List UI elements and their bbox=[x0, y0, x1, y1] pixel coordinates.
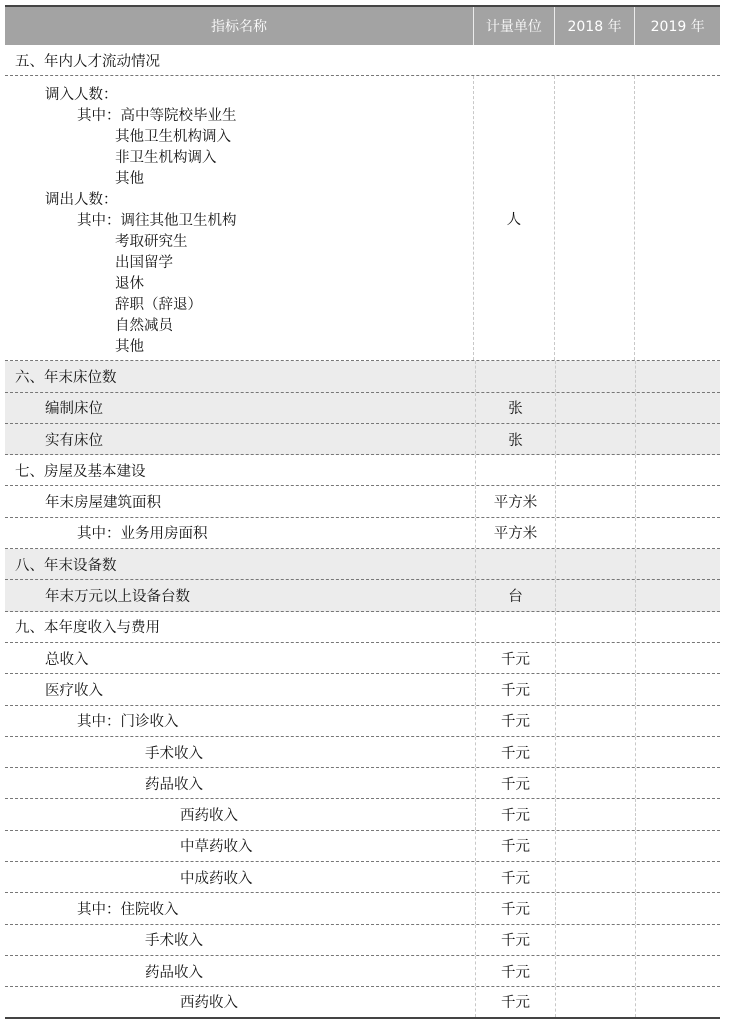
row-indicator-name: 其中：门诊收入 bbox=[77, 714, 179, 731]
row-2019-cell bbox=[635, 643, 720, 673]
row-2018-cell bbox=[555, 799, 635, 829]
row-indicator-name: 年末房屋建筑面积 bbox=[45, 495, 161, 512]
row-2018-cell bbox=[555, 862, 635, 892]
row-indicator-name: 六、年末床位数 bbox=[15, 369, 117, 386]
row-2018-cell bbox=[555, 643, 635, 673]
table-row bbox=[5, 893, 720, 924]
table-row bbox=[5, 768, 720, 799]
row-unit: 张 bbox=[475, 393, 555, 423]
row-2019-cell bbox=[635, 580, 720, 610]
row-2019-cell bbox=[635, 393, 720, 423]
row-2019-cell bbox=[635, 799, 720, 829]
row-indicator-name: 编制床位 bbox=[45, 401, 103, 418]
statistics-table bbox=[5, 5, 720, 1019]
row-unit bbox=[475, 612, 555, 642]
table-header bbox=[5, 5, 720, 45]
row-2019-cell bbox=[635, 768, 720, 798]
row-indicator-name: 中草药收入 bbox=[180, 839, 253, 856]
row-indicator-name: 其中：住院收入 bbox=[77, 901, 179, 918]
section5-line: 非卫生机构调入 bbox=[115, 150, 217, 167]
row-unit bbox=[475, 361, 555, 391]
row-2018-cell bbox=[555, 486, 635, 516]
table-row bbox=[5, 393, 720, 424]
row-2018-cell bbox=[555, 956, 635, 986]
table-row bbox=[5, 424, 720, 455]
row-unit: 千元 bbox=[475, 956, 555, 986]
row-2018-cell bbox=[555, 706, 635, 736]
table-row bbox=[5, 956, 720, 987]
table-row bbox=[5, 643, 720, 674]
row-unit: 千元 bbox=[475, 768, 555, 798]
row-indicator-name: 药品收入 bbox=[145, 776, 203, 793]
row-indicator-name: 手术收入 bbox=[145, 745, 203, 762]
table-row bbox=[5, 518, 720, 549]
row-2019-cell bbox=[635, 737, 720, 767]
header-unit: 计量单位 bbox=[473, 7, 554, 45]
row-unit: 千元 bbox=[475, 987, 555, 1016]
row-indicator-name: 七、房屋及基本建设 bbox=[15, 463, 146, 480]
row-2019-cell bbox=[635, 862, 720, 892]
section5-line: 自然减员 bbox=[115, 318, 173, 335]
row-2018-cell bbox=[555, 424, 635, 454]
row-2019-cell bbox=[635, 518, 720, 548]
row-2018-cell bbox=[555, 893, 635, 923]
row-unit: 千元 bbox=[475, 706, 555, 736]
section5-line: 其他卫生机构调入 bbox=[115, 129, 231, 146]
row-2018-cell bbox=[555, 987, 635, 1016]
table-row bbox=[5, 987, 720, 1018]
section5-unit: 人 bbox=[473, 76, 554, 360]
section5-2018-cell bbox=[554, 76, 635, 360]
section5-line: 辞职（辞退） bbox=[115, 297, 202, 314]
header-year-2018: 2018 年 bbox=[554, 7, 635, 45]
section5-talent-flow-block bbox=[5, 76, 720, 361]
row-2018-cell bbox=[555, 925, 635, 955]
row-2019-cell bbox=[635, 831, 720, 861]
section5-line: 出国留学 bbox=[115, 255, 173, 272]
row-unit: 千元 bbox=[475, 674, 555, 704]
row-indicator-name: 其中：业务用房面积 bbox=[77, 526, 208, 543]
section5-title-row bbox=[5, 45, 720, 76]
row-indicator-name: 西药收入 bbox=[180, 808, 238, 825]
row-2019-cell bbox=[635, 674, 720, 704]
row-unit: 千元 bbox=[475, 643, 555, 673]
table-row bbox=[5, 361, 720, 392]
row-unit: 千元 bbox=[475, 799, 555, 829]
row-2019-cell bbox=[635, 925, 720, 955]
table-body-rows bbox=[5, 361, 720, 1018]
table-row bbox=[5, 486, 720, 517]
row-unit: 平方米 bbox=[475, 486, 555, 516]
row-2018-cell bbox=[555, 612, 635, 642]
table-row bbox=[5, 831, 720, 862]
section5-line: 调入人数： bbox=[45, 87, 118, 104]
section5-line: 其他 bbox=[115, 171, 144, 188]
header-indicator-name: 指标名称 bbox=[211, 19, 268, 35]
row-2019-cell bbox=[635, 987, 720, 1016]
section5-line: 退休 bbox=[115, 276, 144, 293]
row-2018-cell bbox=[555, 361, 635, 391]
row-indicator-name: 年末万元以上设备台数 bbox=[45, 589, 190, 606]
row-2019-cell bbox=[635, 361, 720, 391]
row-2018-cell bbox=[555, 831, 635, 861]
row-unit bbox=[475, 455, 555, 485]
row-indicator-name: 西药收入 bbox=[180, 995, 238, 1012]
section5-line: 其中：高中等院校毕业生 bbox=[77, 108, 237, 125]
row-indicator-name: 实有床位 bbox=[45, 432, 103, 449]
row-indicator-name: 总收入 bbox=[45, 651, 89, 668]
row-2019-cell bbox=[635, 455, 720, 485]
row-indicator-name: 八、年末设备数 bbox=[15, 557, 117, 574]
row-unit: 台 bbox=[475, 580, 555, 610]
row-2019-cell bbox=[635, 956, 720, 986]
section5-line: 调出人数： bbox=[45, 192, 118, 209]
table-row bbox=[5, 455, 720, 486]
row-2018-cell bbox=[555, 580, 635, 610]
row-2018-cell bbox=[555, 455, 635, 485]
row-2019-cell bbox=[635, 424, 720, 454]
row-2018-cell bbox=[555, 518, 635, 548]
row-2018-cell bbox=[555, 768, 635, 798]
table-row bbox=[5, 612, 720, 643]
row-unit bbox=[475, 549, 555, 579]
section5-line: 考取研究生 bbox=[115, 234, 188, 251]
row-unit: 张 bbox=[475, 424, 555, 454]
row-2019-cell bbox=[635, 612, 720, 642]
row-2018-cell bbox=[555, 393, 635, 423]
row-unit: 千元 bbox=[475, 831, 555, 861]
section5-items bbox=[5, 76, 473, 360]
row-2018-cell bbox=[555, 549, 635, 579]
table-row bbox=[5, 580, 720, 611]
row-indicator-name: 手术收入 bbox=[145, 933, 203, 950]
row-unit: 千元 bbox=[475, 925, 555, 955]
row-indicator-name: 药品收入 bbox=[145, 964, 203, 981]
row-2019-cell bbox=[635, 706, 720, 736]
table-row bbox=[5, 862, 720, 893]
row-2018-cell bbox=[555, 674, 635, 704]
row-2019-cell bbox=[635, 486, 720, 516]
row-indicator-name: 九、本年度收入与费用 bbox=[15, 620, 160, 637]
row-2018-cell bbox=[555, 737, 635, 767]
row-2019-cell bbox=[635, 893, 720, 923]
row-indicator-name: 中成药收入 bbox=[180, 870, 253, 887]
row-unit: 千元 bbox=[475, 862, 555, 892]
table-row bbox=[5, 549, 720, 580]
row-indicator-name: 医疗收入 bbox=[45, 682, 103, 699]
header-year-2019: 2019 年 bbox=[634, 7, 720, 45]
row-unit: 千元 bbox=[475, 737, 555, 767]
section5-title: 五、年内人才流动情况 bbox=[15, 53, 160, 70]
table-row bbox=[5, 925, 720, 956]
row-unit: 千元 bbox=[475, 893, 555, 923]
section5-line: 其他 bbox=[115, 339, 144, 356]
section5-2019-cell bbox=[634, 76, 720, 360]
row-2019-cell bbox=[635, 549, 720, 579]
table-row bbox=[5, 799, 720, 830]
row-unit: 平方米 bbox=[475, 518, 555, 548]
table-row bbox=[5, 706, 720, 737]
table-row bbox=[5, 737, 720, 768]
table-row bbox=[5, 674, 720, 705]
section5-line: 其中：调往其他卫生机构 bbox=[77, 213, 237, 230]
